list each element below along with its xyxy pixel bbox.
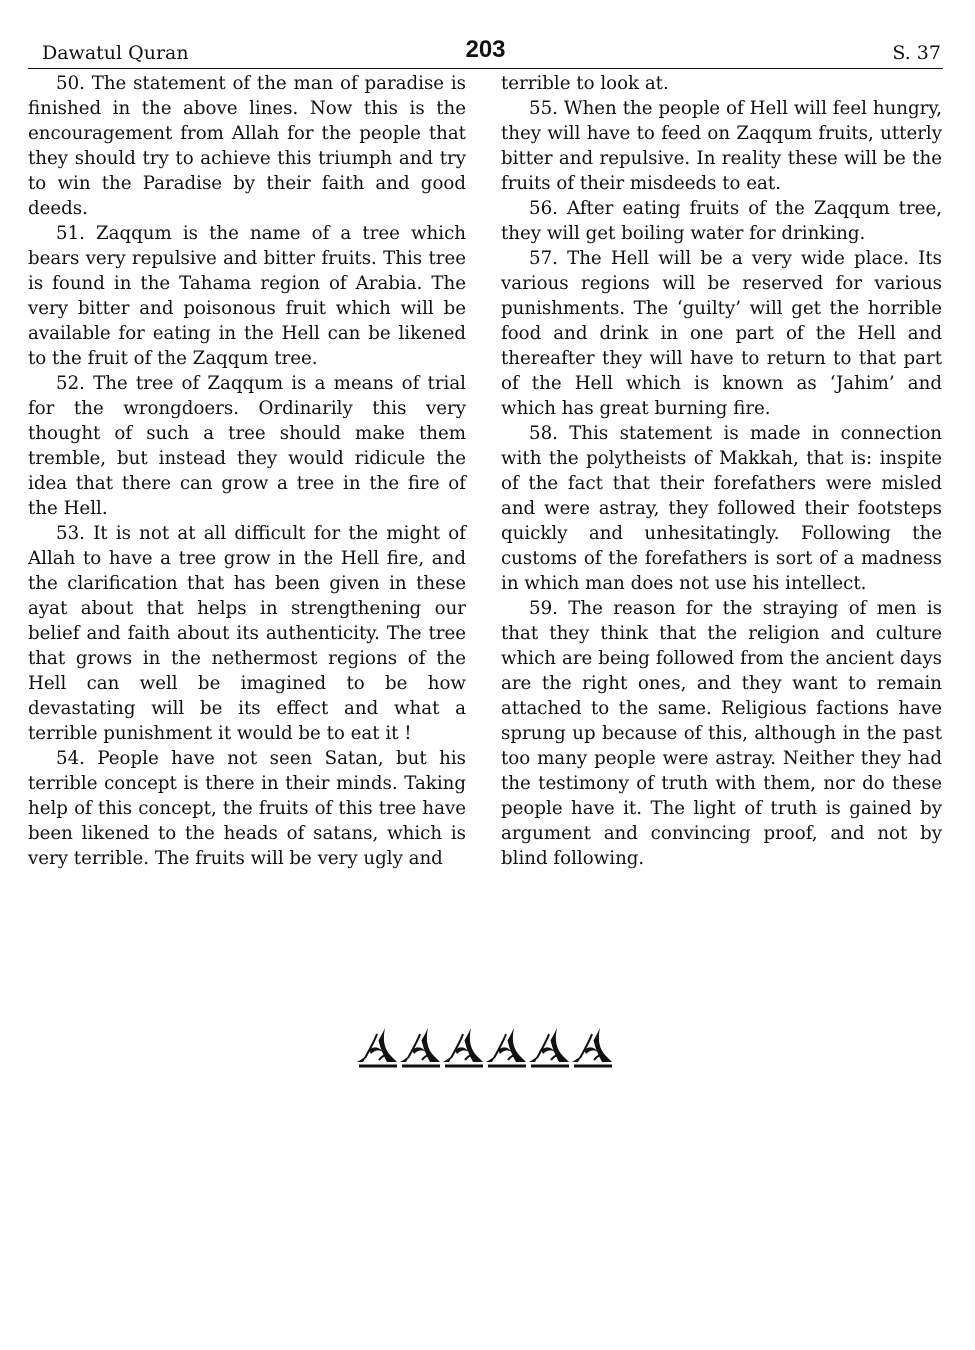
note-55: 55. When the people of Hell will feel hungry, they will have to feed on Zaqqum fruits, utterly bitter and repulsive. In reality these will be the fruits of their misdeeds to eat.: [501, 98, 942, 194]
note-54: 54. People have not seen Satan, but his terrible concept is there in their minds. Taking help of this concept, the fruits of this tree have been likened to the heads of satans, which is very terrible. The fruits will be very ugly and: [28, 748, 466, 869]
note-53: 53. It is not at all difficult for the might of Allah to have a tree grow in the Hell fire, and the clarification that has been given in these ayat about that helps in strengthening our belief and faith about its authenticity. The tree that grows in the nethermost regions of the Hell can well be imagined to be how devastating will be its effect and what a terrible punishment it would be to eat it !: [28, 523, 466, 744]
note-59: 59. The reason for the straying of men is that they think that the religion and culture which are being followed from the ancient days are the right ones, and they want to remain attached to the same. Religious factions have sprung up because of this, although in the past too many people were astray. Neither they had the testimony of truth with them, nor do these people have it. The light of truth is gained by argument and convincing proof, and not by blind following.: [501, 598, 942, 869]
note-57: 57. The Hell will be a very wide place. Its various regions will be reserved for various punishments. The ‘guilty’ will get the horrible food and drink in one part of the Hell and thereafter they will have to return to that part of the Hell which is known as ‘Jahim’ and which has great burning fire.: [501, 248, 942, 419]
note-52: 52. The tree of Zaqqum is a means of trial for the wrongdoers. Ordinarily this very thought of such a tree should make them tremble, but instead they would ridicule the idea that there can grow a tree in the fire of the Hell.: [28, 373, 466, 519]
note-54-continuation: terrible to look at.: [501, 73, 669, 94]
right-column: [501, 71, 942, 871]
calligraphic-divider-icon: [355, 1022, 613, 1070]
surah-reference: S. 37: [892, 42, 941, 64]
note-50: 50. The statement of the man of paradise is finished in the above lines. Now this is the encouragement from Allah for the people that they should try to achieve this triumph and try to win the Paradise by their faith and good deeds.: [28, 73, 466, 219]
page-number: 203: [465, 36, 506, 63]
book-title: Dawatul Quran: [42, 42, 189, 64]
note-51: 51. Zaqqum is the name of a tree which bears very repulsive and bitter fruits. This tree is found in the Tahama region of Arabia. The very bitter and poisonous fruit which will be available for eating in the Hell can be likened to the fruit of the Zaqqum tree.: [28, 223, 466, 369]
left-column: [28, 71, 466, 871]
note-56: 56. After eating fruits of the Zaqqum tree, they will get boiling water for drinking.: [501, 198, 942, 244]
note-58: 58. This statement is made in connection with the polytheists of Makkah, that is: inspite of the fact that their forefathers were misled and were astray, they followed their footsteps quickly and unhesitatingly. Following the customs of the forefathers is sort of a madness in which man does not use his intellect.: [501, 423, 942, 594]
page-header: [28, 36, 943, 69]
